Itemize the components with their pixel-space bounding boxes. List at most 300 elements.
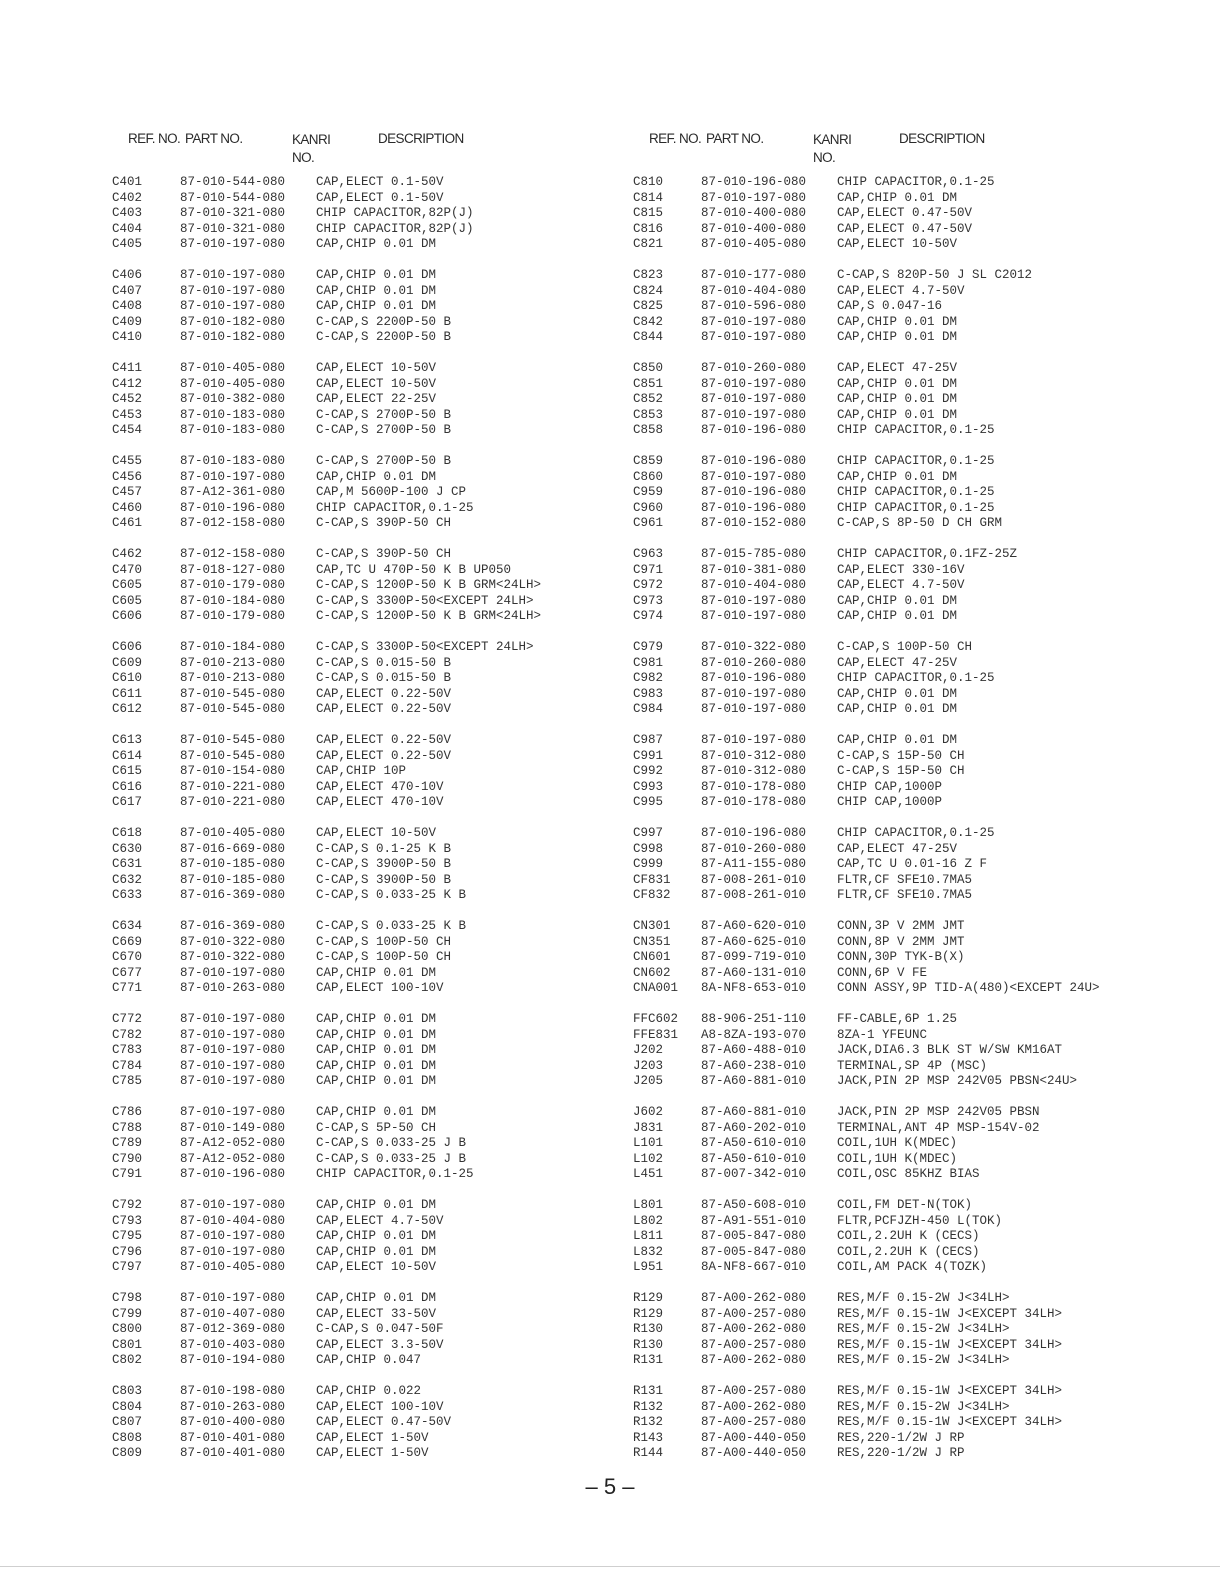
ref-no: C991 [633,748,664,763]
part-no: 87-010-404-080 [701,283,807,298]
part-no: 87-005-847-080 [701,1229,807,1243]
ref-no: C998 [633,841,664,856]
description: CAP,ELECT 10-50V [316,376,437,391]
part-no: 87-A50-610-010 [701,1151,807,1166]
description: C-CAP,S 3300P-50<EXCEPT 24LH> [316,640,534,654]
parts-row [112,1415,612,1431]
ref-no: C784 [112,1058,143,1073]
ref-no: J202 [633,1043,664,1057]
parts-row [112,795,612,811]
parts-row [112,578,612,594]
ref-no: C786 [112,1105,143,1119]
ref-no: C860 [633,469,664,484]
description: CAP,ELECT 100-10V [316,981,444,995]
description: C-CAP,S 5P-50 CH [316,1120,437,1135]
ref-no: C972 [633,578,664,592]
part-no: 87-010-196-080 [701,485,807,499]
part-no: 87-010-178-080 [701,795,807,809]
parts-row [633,1198,1193,1214]
part-no: 87-016-669-080 [180,841,286,856]
part-no: 87-016-369-080 [180,888,286,902]
part-no: 87-010-400-080 [701,206,807,220]
parts-row [112,950,612,966]
description: CONN,30P TYK-B(X) [837,950,965,964]
part-no: 87-010-405-080 [180,376,286,391]
description: CONN,6P V FE [837,965,928,980]
parts-row [633,1260,1193,1276]
ref-no: C611 [112,686,143,701]
ref-no: C782 [112,1027,143,1042]
description: RES,M/F 0.15-2W J<34LH> [837,1322,1010,1336]
parts-row [112,671,612,687]
bottom-divider [0,1566,1220,1567]
part-no: 87-010-596-080 [701,299,807,313]
description: CAP,ELECT 47-25V [837,361,958,375]
part-no: 87-010-197-080 [180,1244,286,1259]
description: RES,M/F 0.15-2W J<34LH> [837,1399,1010,1414]
part-no: 87-010-221-080 [180,779,286,794]
parts-row [112,485,612,501]
ref-no: R130 [633,1337,664,1352]
description: C-CAP,S 0.015-50 B [316,655,452,670]
parts-group [633,733,1193,811]
ref-no: C971 [633,562,664,577]
part-no: 87-010-198-080 [180,1384,286,1398]
part-no: 87-010-182-080 [180,330,286,344]
ref-no: J602 [633,1105,664,1119]
part-no: 87-010-197-080 [180,1074,286,1088]
parts-row [633,1214,1193,1230]
ref-no: C795 [112,1229,143,1243]
part-no: 87-A12-052-080 [180,1151,286,1166]
part-no: 87-A00-262-080 [701,1399,807,1414]
description: C-CAP,S 15P-50 CH [837,748,965,763]
parts-row [633,268,1193,284]
parts-group [633,1384,1193,1462]
parts-row [112,454,612,470]
ref-no: C633 [112,888,143,902]
part-no: 87-010-179-080 [180,578,286,592]
parts-row [112,175,612,191]
parts-row [633,1105,1193,1121]
ref-no: J203 [633,1058,664,1073]
ref-no: R144 [633,1446,664,1460]
part-no: 87-010-179-080 [180,609,286,623]
header-part-no: PART NO. [185,131,243,146]
ref-no: R132 [633,1415,664,1429]
part-no: 87-010-545-080 [180,702,286,716]
parts-row [112,237,612,253]
ref-no: CN301 [633,919,671,933]
ref-no: C610 [112,671,143,685]
part-no: 87-010-197-080 [180,469,286,484]
parts-row [112,873,612,889]
description: CAP,ELECT 47-25V [837,841,958,856]
ref-no: C634 [112,919,143,933]
part-no: 87-A60-202-010 [701,1120,807,1135]
part-no: 87-010-183-080 [180,454,286,468]
ref-no: C669 [112,934,143,949]
page-number: – 5 – [585,1474,635,1499]
description: COIL,1UH K(MDEC) [837,1151,958,1166]
parts-row [112,780,612,796]
parts-row [633,656,1193,672]
part-no: 87-010-260-080 [701,655,807,670]
ref-no: C606 [112,609,143,623]
ref-no: C783 [112,1043,143,1057]
parts-group [633,1105,1193,1183]
part-no: 8A-NF8-667-010 [701,1260,807,1274]
parts-row [633,547,1193,563]
parts-row [633,950,1193,966]
description: C-CAP,S 2200P-50 B [316,330,452,344]
ref-no: C804 [112,1399,143,1414]
description: CHIP CAPACITOR,0.1-25 [837,175,995,189]
ref-no: C615 [112,764,143,778]
part-no: 87-010-149-080 [180,1120,286,1135]
description: C-CAP,S 2700P-50 B [316,423,452,437]
parts-row [112,1167,612,1183]
description: COIL,2.2UH K (CECS) [837,1229,980,1243]
description: CAP,ELECT 10-50V [316,1260,437,1274]
description: CAP,ELECT 10-50V [316,361,437,375]
description: COIL,OSC 85KHZ BIAS [837,1167,980,1181]
description: CAP,CHIP 0.01 DM [837,376,958,391]
part-no: 87-010-197-080 [180,1043,286,1057]
parts-row [112,935,612,951]
description: CAP,CHIP 0.01 DM [837,469,958,484]
description: CAP,CHIP 0.01 DM [837,593,958,608]
parts-row [633,640,1193,656]
part-no: 87-A00-257-080 [701,1337,807,1352]
part-no: 87-010-196-080 [701,671,807,685]
ref-no: C959 [633,485,664,499]
parts-row [112,1229,612,1245]
ref-no: C842 [633,314,664,329]
description: C-CAP,S 0.033-25 J B [316,1151,467,1166]
description: CAP,ELECT 0.47-50V [837,221,973,236]
description: CAP,CHIP 0.01 DM [316,1105,437,1119]
part-no: 87-010-197-080 [180,237,286,251]
description: CAP,CHIP 0.01 DM [316,965,437,980]
ref-no: R131 [633,1353,664,1367]
ref-no: L951 [633,1260,664,1274]
description: CAP,ELECT 0.22-50V [316,702,452,716]
part-no: 87-010-196-080 [180,1167,286,1181]
ref-no: R129 [633,1291,664,1305]
parts-row [633,826,1193,842]
ref-no: CN601 [633,950,671,964]
part-no: 87-010-322-080 [180,950,286,964]
description: RES,M/F 0.15-1W J<EXCEPT 34LH> [837,1306,1063,1321]
description: CAP,ELECT 0.1-50V [316,175,444,189]
description: CAP,CHIP 0.01 DM [837,314,958,329]
ref-no: C825 [633,299,664,313]
ref-no: C771 [112,981,143,995]
parts-group [112,733,612,811]
part-no: 87-010-197-080 [701,733,807,747]
description: C-CAP,S 3900P-50 B [316,857,452,871]
part-no: 87-010-545-080 [180,733,286,747]
parts-row [112,1152,612,1168]
parts-row [633,423,1193,439]
parts-group [633,175,1193,253]
description: JACK,PIN 2P MSP 242V05 PBSN [837,1105,1040,1119]
ref-no: C853 [633,407,664,422]
ref-no: C801 [112,1337,143,1352]
parts-row [633,191,1193,207]
ref-no: C460 [112,500,143,515]
parts-row [633,1353,1193,1369]
part-no: 87-A60-881-010 [701,1074,807,1088]
parts-group [112,1012,612,1090]
description: C-CAP,S 100P-50 CH [316,934,452,949]
parts-row [633,516,1193,532]
ref-no: C981 [633,655,664,670]
ref-no: C796 [112,1244,143,1259]
description: JACK,PIN 2P MSP 242V05 PBSN<24U> [837,1074,1078,1088]
parts-row [112,1074,612,1090]
description: CAP,ELECT 0.47-50V [316,1415,452,1429]
part-no: 87-010-197-080 [180,1229,286,1243]
parts-row [112,640,612,656]
part-no: 87-015-785-080 [701,547,807,561]
parts-row [633,1384,1193,1400]
description: CAP,ELECT 1-50V [316,1446,429,1460]
part-no: 87-010-197-080 [701,330,807,344]
parts-group [112,361,612,439]
ref-no: C408 [112,299,143,313]
part-no: 87-A00-262-080 [701,1322,807,1336]
part-no: 87-010-196-080 [701,175,807,189]
parts-row [633,206,1193,222]
description: CONN ASSY,9P TID-A(480)<EXCEPT 24U> [837,981,1100,995]
parts-row [633,733,1193,749]
ref-no: C616 [112,779,143,794]
description: C-CAP,S 3900P-50 B [316,872,452,887]
parts-group [633,268,1193,346]
parts-row [633,671,1193,687]
parts-row [112,1353,612,1369]
ref-no: C406 [112,268,143,282]
ref-no: C606 [112,640,143,654]
parts-row [633,1059,1193,1075]
description: CAP,CHIP 0.01 DM [837,407,958,422]
description: RES,M/F 0.15-1W J<EXCEPT 34LH> [837,1415,1063,1429]
ref-no: C461 [112,516,143,530]
part-no: 87-A11-155-080 [701,857,807,871]
ref-no: C823 [633,268,664,282]
part-no: 87-010-400-080 [180,1415,286,1429]
part-no: 87-012-158-080 [180,516,286,530]
description: CHIP CAPACITOR,0.1-25 [837,423,995,437]
part-no: 87-010-197-080 [701,190,807,205]
description: CAP,CHIP 0.01 DM [316,1229,437,1243]
parts-row [633,330,1193,346]
part-no: 87-010-197-080 [180,1291,286,1305]
description: CAP,CHIP 0.01 DM [316,283,437,298]
ref-no: C791 [112,1167,143,1181]
part-no: 87-010-544-080 [180,175,286,189]
column-header [633,129,1193,175]
parts-row [112,749,612,765]
ref-no: C605 [112,593,143,608]
header-kanri-no: KANRI NO. [292,132,331,165]
description: CAP,ELECT 47-25V [837,655,958,670]
part-no: 87-010-197-080 [180,1105,286,1119]
parts-row [633,237,1193,253]
description: COIL,2.2UH K (CECS) [837,1244,980,1259]
description: CAP,ELECT 4.7-50V [837,283,965,298]
part-no: 87-010-545-080 [180,686,286,701]
part-no: 87-010-544-080 [180,190,286,205]
parts-row [633,888,1193,904]
ref-no: C789 [112,1136,143,1150]
part-no: 87-A00-440-050 [701,1446,807,1460]
description: CHIP CAP,1000P [837,779,943,794]
parts-row [112,361,612,377]
part-no: 87-010-401-080 [180,1446,286,1460]
description: FLTR,PCFJZH-450 L(TOK) [837,1213,1003,1228]
parts-group [633,640,1193,718]
ref-no: C974 [633,609,664,623]
parts-row [633,919,1193,935]
parts-row [112,1012,612,1028]
parts-row [112,1307,612,1323]
description: C-CAP,S 820P-50 J SL C2012 [837,268,1033,282]
description: CONN,8P V 2MM JMT [837,934,965,949]
part-no: 87-010-196-080 [701,454,807,468]
part-no: 87-010-400-080 [701,221,807,236]
parts-row [112,563,612,579]
parts-row [112,857,612,873]
ref-no: C852 [633,392,664,406]
description: C-CAP,S 390P-50 CH [316,516,452,530]
header-ref-no: REF. NO. [649,131,702,146]
ref-no: CF831 [633,872,671,887]
part-no: 87-010-196-080 [701,423,807,437]
description: C-CAP,S 1200P-50 K B GRM<24LH> [316,609,542,623]
description: CAP,CHIP 0.022 [316,1384,422,1398]
part-no: 87-A00-257-080 [701,1306,807,1321]
parts-row [633,222,1193,238]
part-no: 87-010-197-080 [180,965,286,980]
parts-group [112,1384,612,1462]
part-no: 87-010-197-080 [180,1027,286,1042]
parts-row [633,1043,1193,1059]
ref-no: C810 [633,175,664,189]
part-no: 87-010-185-080 [180,872,286,887]
ref-no: C859 [633,454,664,468]
description: CAP,CHIP 0.01 DM [316,237,437,251]
part-no: 87-010-221-080 [180,795,286,809]
parts-row [633,175,1193,191]
parts-row [112,191,612,207]
part-no: 87-A50-608-010 [701,1198,807,1212]
description: C-CAP,S 2700P-50 B [316,407,452,422]
ref-no: R129 [633,1306,664,1321]
description: CAP,ELECT 10-50V [316,826,437,840]
description: CAP,ELECT 3.3-50V [316,1337,444,1352]
parts-group [112,547,612,625]
description: CHIP CAPACITOR,0.1-25 [837,454,995,468]
ref-no: J205 [633,1074,664,1088]
ref-no: C677 [112,965,143,980]
parts-row [633,501,1193,517]
description: CAP,CHIP 0.01 DM [316,469,437,484]
parts-row [112,1338,612,1354]
parts-row [112,656,612,672]
ref-no: C772 [112,1012,143,1026]
parts-row [112,981,612,997]
parts-row [112,315,612,331]
description: CAP,CHIP 0.01 DM [837,686,958,701]
description: TERMINAL,ANT 4P MSP-154V-02 [837,1120,1040,1135]
description: CAP,ELECT 10-50V [837,237,958,251]
part-no: 87-010-405-080 [180,826,286,840]
parts-row [633,1136,1193,1152]
ref-no: C613 [112,733,143,747]
ref-no: R132 [633,1399,664,1414]
part-no: 87-018-127-080 [180,562,286,577]
parts-group [112,268,612,346]
part-no: 87-010-197-080 [180,268,286,282]
parts-row [112,888,612,904]
part-no: 87-010-401-080 [180,1430,286,1445]
ref-no: C402 [112,190,143,205]
parts-row [633,780,1193,796]
ref-no: C995 [633,795,664,809]
ref-no: C992 [633,764,664,778]
part-no: 87-010-185-080 [180,857,286,871]
description: CAP,CHIP 0.01 DM [837,190,958,205]
part-no: 87-010-405-080 [180,361,286,375]
parts-row [112,284,612,300]
description: CAP,CHIP 0.01 DM [316,1198,437,1212]
parts-group [633,1012,1193,1090]
part-no: 8A-NF8-653-010 [701,981,807,995]
parts-group [112,1105,612,1183]
part-no: 87-010-382-080 [180,392,286,406]
description: C-CAP,S 0.033-25 K B [316,919,467,933]
header-description: DESCRIPTION [899,131,985,146]
part-no: 87-010-197-080 [180,299,286,313]
parts-row [633,485,1193,501]
ref-no: L801 [633,1198,664,1212]
part-no: 87-010-197-080 [180,1198,286,1212]
description: CAP,ELECT 0.47-50V [837,206,973,220]
ref-no: C960 [633,500,664,515]
description: CHIP CAPACITOR,82P(J) [316,206,474,220]
part-no: 87-A60-625-010 [701,934,807,949]
description: CAP,CHIP 0.01 DM [837,702,958,716]
parts-row [633,1012,1193,1028]
header-kanri-no: KANRI NO. [813,132,852,165]
ref-no: C858 [633,423,664,437]
ref-no: C983 [633,686,664,701]
parts-row [112,966,612,982]
ref-no: R130 [633,1322,664,1336]
description: FF-CABLE,6P 1.25 [837,1012,958,1026]
part-no: 87-010-322-080 [180,934,286,949]
ref-no: C632 [112,872,143,887]
ref-no: C785 [112,1074,143,1088]
description: CAP,ELECT 470-10V [316,795,444,809]
part-no: 87-010-403-080 [180,1337,286,1352]
description: C-CAP,S 1200P-50 K B GRM<24LH> [316,578,542,592]
ref-no: C824 [633,283,664,298]
description: CAP,ELECT 330-16V [837,562,965,577]
